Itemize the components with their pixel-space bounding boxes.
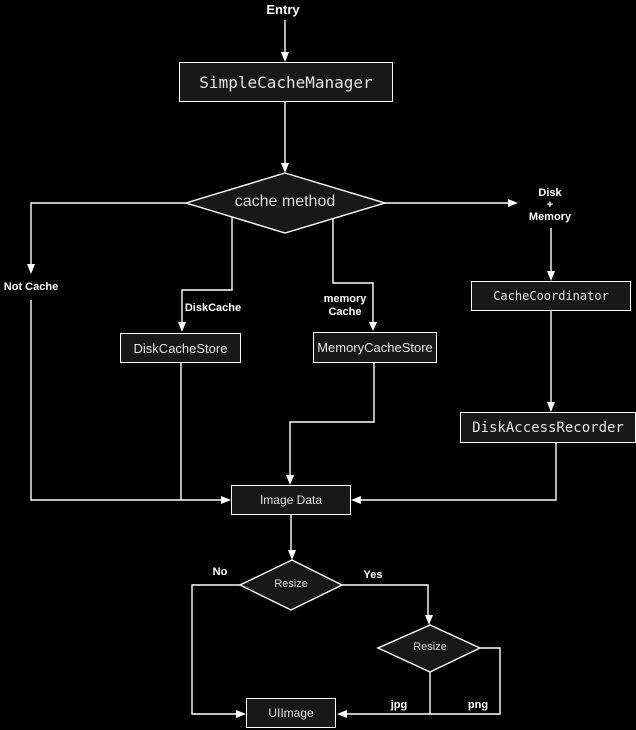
edge-label-disk-memory-line1: Disk [538,187,562,199]
node-image-data: Image Data [231,485,351,515]
node-cache-coordinator: CacheCoordinator [471,281,631,311]
edge-label-png: png [467,699,489,711]
edge-label-jpg: jpg [390,699,408,711]
arrowhead-right-icon [236,710,246,718]
edge-label-disk-memory-line3: Memory [528,211,572,223]
edge-cache-method-to-not-cache [31,203,186,266]
edge-label-disk-memory [520,187,580,223]
arrowhead-down-icon [27,264,35,274]
arrowhead-down-icon [425,615,433,625]
arrowhead-left-icon [337,710,347,718]
edge-resize-yes-to-resize2 [342,585,428,620]
arrowhead-down-icon [281,52,289,62]
edge-not-cache-to-image-data [31,300,228,500]
edge-label-not-cache: Not Cache [3,281,59,293]
edge-disk-access-recorder-to-image-data [354,443,556,500]
arrowhead-right-icon [508,199,518,207]
decision-resize-2-label: Resize [413,641,447,653]
edge-label-disk-memory-line2: + [546,199,554,211]
node-uiimage: UIImage [246,698,336,728]
node-disk-access-recorder: DiskAccessRecorder [460,412,636,443]
arrowhead-down-icon [281,163,289,173]
edge-memory-cache-store-to-image-data [290,363,374,482]
arrowhead-down-icon [288,550,296,560]
node-disk-cache-store: DiskCacheStore [120,333,241,363]
arrowhead-down-icon [178,322,186,332]
node-simple-cache-manager: SimpleCacheManager [179,62,393,102]
decision-cache-method-label: cache method [234,193,336,210]
arrowhead-right-icon [221,496,231,504]
edge-label-memory-cache-line2: Cache [328,306,362,318]
edge-label-memory-cache [315,293,375,319]
arrowhead-left-icon [351,496,361,504]
edge-resize-no-to-uiimage [192,585,243,714]
arrowhead-down-icon [547,402,555,412]
edge-label-yes: Yes [363,569,383,581]
edge-label-no: No [212,566,228,578]
edge-label-memory-cache-line1: memory [323,293,367,305]
arrowhead-down-icon [547,271,555,281]
node-memory-cache-store: MemoryCacheStore [313,332,437,363]
decision-resize-1-label: Resize [274,578,308,590]
edge-label-entry: Entry [266,2,300,17]
arrowhead-down-icon [369,322,377,331]
arrowhead-down-icon [286,475,294,485]
edge-label-disk-cache: DiskCache [184,302,242,314]
